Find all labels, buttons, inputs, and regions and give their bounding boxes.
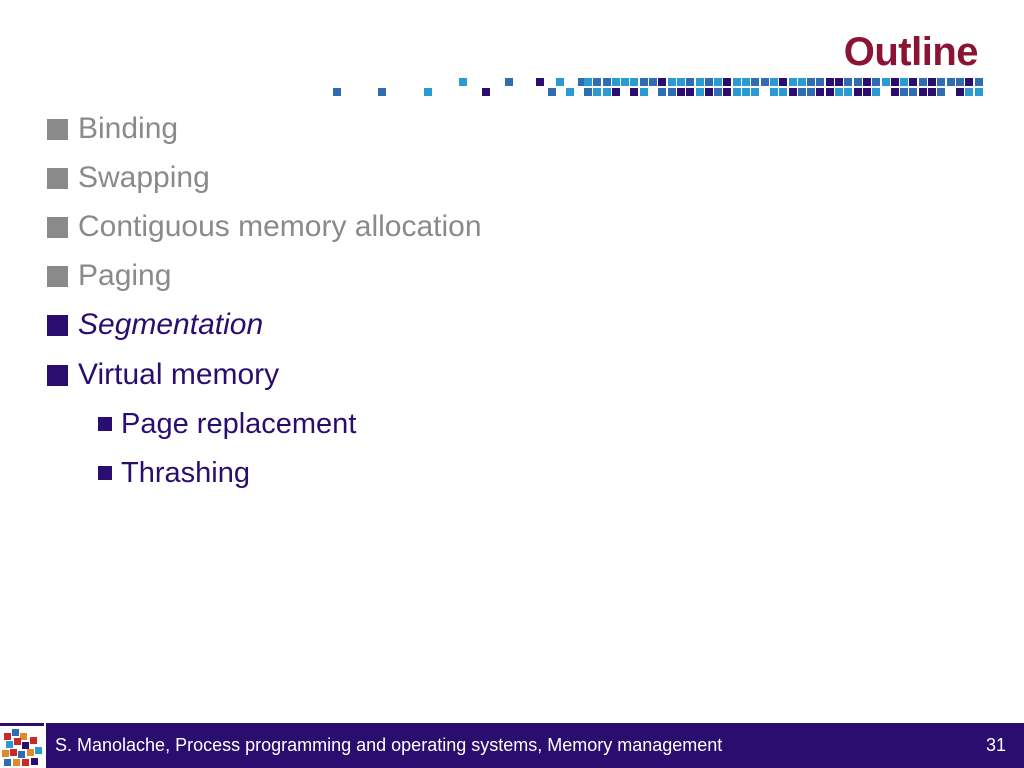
bullet-item-segmentation <box>47 307 263 343</box>
bullet-text: Binding <box>78 112 179 145</box>
bullet-item-virtual-memory <box>47 357 279 393</box>
square-bullet-icon <box>98 417 112 431</box>
bullet-text: Thrashing <box>121 457 250 489</box>
page-number: 31 <box>985 735 1006 755</box>
bullet-item-swapping <box>47 160 210 196</box>
bullet-text: Swapping <box>78 161 210 194</box>
corner-logo-icon <box>0 723 46 768</box>
square-bullet-icon <box>47 266 68 287</box>
bullet-text: Segmentation <box>78 308 264 341</box>
bullet-item-binding <box>47 111 178 147</box>
bullet-item-paging <box>47 258 171 294</box>
square-bullet-icon <box>98 466 112 480</box>
bullet-text: Page replacement <box>121 408 357 440</box>
sub-bullet-item-page-replacement <box>98 406 356 442</box>
bullet-text: Paging <box>78 259 172 292</box>
square-bullet-icon <box>47 119 68 140</box>
sub-bullet-item-thrashing <box>98 455 250 491</box>
footer-text: S. Manolache, Process programming and operating systems, Memory management <box>55 735 723 755</box>
square-bullet-icon <box>47 365 68 386</box>
square-bullet-icon <box>47 217 68 238</box>
decorative-square-pattern <box>0 0 1024 100</box>
slide-title: Outline <box>843 30 978 74</box>
bullet-text: Contiguous memory allocation <box>78 210 482 243</box>
footer-bar <box>0 723 1024 768</box>
bullet-item-contiguous-memory-allocation <box>47 209 482 245</box>
square-bullet-icon <box>47 168 68 189</box>
bullet-text: Virtual memory <box>78 358 280 391</box>
square-bullet-icon <box>47 315 68 336</box>
